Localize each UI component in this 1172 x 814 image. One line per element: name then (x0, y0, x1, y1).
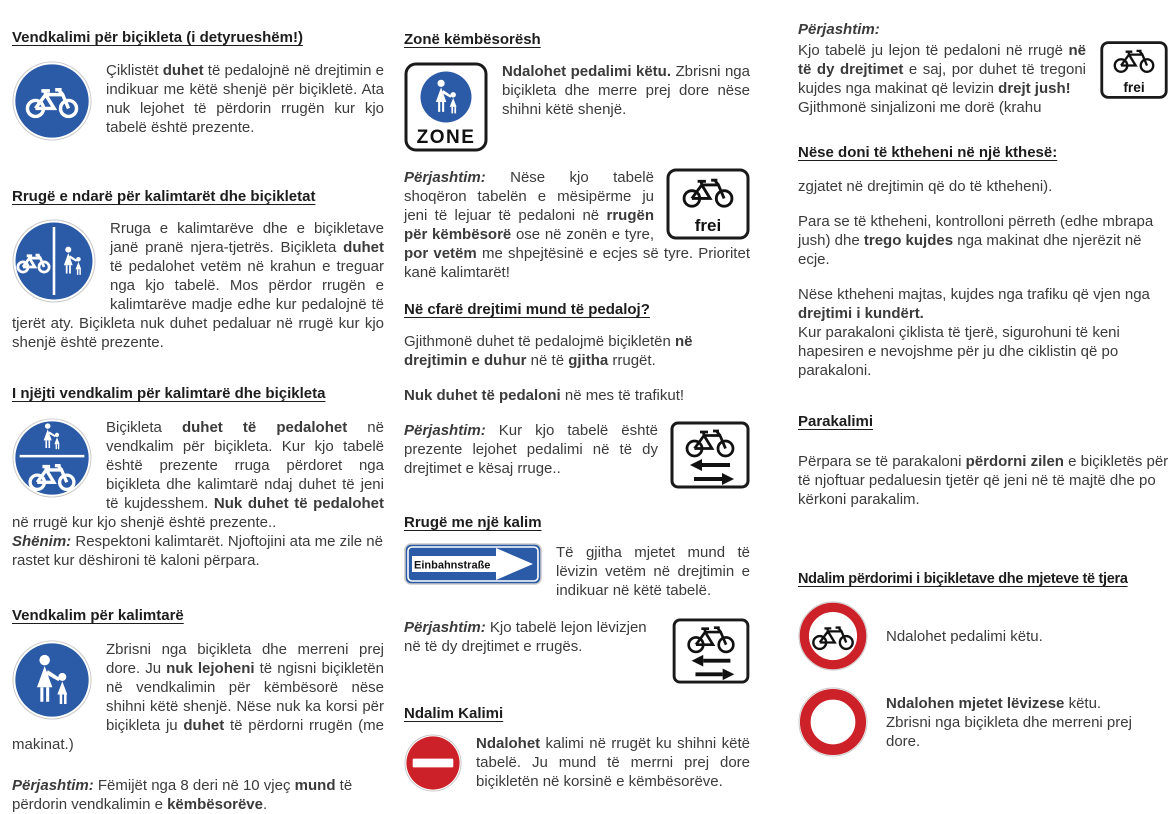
zone-sign-label: ZONE (416, 127, 476, 148)
section-separated-path (12, 219, 384, 352)
exception-continuation: Gjithmonë sinjalizoni me dorë (krahu (798, 99, 1042, 116)
shared-bike-pedestrian-path-sign-icon (12, 418, 92, 498)
pedestrian-path-sign-icon (12, 640, 92, 720)
heading-one-way-street: Rrugë me një kalim (404, 514, 542, 531)
heading-turning: Nëse doni të ktheheni në një kthesë: (798, 144, 1058, 161)
row-text-group (886, 694, 1170, 751)
turning-continuation-paragraph: zgjatet në drejtimin që do të ktheheni). (798, 178, 1053, 195)
heading-separated-path: Rrugë e ndarë për kalimtarët dhe biçikletat (12, 188, 316, 205)
row-text: Zbrisni nga biçikleta dhe merreni prej dore. (886, 713, 1132, 750)
section-pedestrian-path (12, 640, 384, 754)
section-body: Biçikleta duhet të pedalohet në vendkalim për biçikleta. Kur kjo tabelë është prezente rruga përdoret nga biçikleta dhe kalimtarë ndaj duhet të jeni të kujdesshem. Nuk duhet të pedalohet në rrugë kur kjo shenjë është prezente.. (12, 419, 384, 531)
exception-body: Përjashtim: Kur kjo tabelë është prezente lejohet pedalimi në të dy drejtimet e kësaj rruge.. (404, 422, 658, 477)
exception-children-sidewalk: Përjashtim: Fëmijët nga 8 deri në 10 vjeç mund të përdorin vendkalimin e këmbësorëve. (12, 777, 353, 813)
section-body: Rruga e kalimtarëve dhe e biçikletave janë pranë njera-tjetrës. Biçikleta duhet të pedalohet vetëm në krahun e treguar nga kjo tabelë. Mos përdor rrugën e kalimtarëve madje edhe kur pedalojnë të tjerët aty. Biçikleta nuk duhet pedaluar në rrugë kur kjo shenjë është prezente. (12, 220, 384, 351)
one-way-street-sign-icon (404, 543, 542, 585)
left-turn-paragraph: Nëse ktheheni majtas, kujdes nga trafiku që vjen nga drejtimi i kundërt. (798, 286, 1150, 322)
heading-mandatory-bike-path: Vendkalimi për biçikleta (i detyrueshëm!) (12, 29, 303, 46)
section-shared-path (12, 418, 384, 570)
einbahnstrasse-sign-label: Einbahnstraße (414, 559, 491, 572)
no-entry-sign-icon (404, 734, 462, 792)
separated-bike-pedestrian-path-sign-icon (12, 219, 96, 303)
section-body: Ndalohet pedalimi këtu. Zbrisni nga biçikleta dhe merre prej dore nëse shihni këtë shenjë. (502, 63, 750, 118)
no-middle-traffic-paragraph: Nuk duhet të pedaloni në mes të trafikut! (404, 387, 685, 404)
bicycles-allowed-frei-sign-icon (666, 168, 750, 240)
no-vehicles-sign-icon (798, 687, 868, 757)
section-one-way-street (404, 543, 750, 600)
heading-which-direction: Në cfarë drejtimi mund të pedaloj? (404, 301, 650, 318)
bike-both-directions-sign-icon (672, 618, 750, 684)
exception-label: Përjashtim: (798, 21, 880, 38)
heading-no-entry: Ndalim Kalimi (404, 705, 504, 722)
exception-two-way-cycling (404, 421, 750, 493)
row-text: Ndalohen mjetet lëvizese këtu. (886, 694, 1102, 712)
column-left (12, 28, 384, 814)
section-note: Shënim: Respektoni kalimtarët. Njoftojini ata me zile në rastet kur dëshironi të kaloni përpara. (12, 533, 383, 569)
section-body: Ndalohet kalimi në rrugët ku shihni këtë tabelë. Ju mund të merrni prej dore biçikletën në korsinë e këmbësorëve. (476, 735, 750, 790)
row-no-vehicles (798, 687, 1170, 757)
exception-two-way-paragraph (798, 41, 1170, 117)
column-right (798, 20, 1170, 757)
exception-bikes-free-zone (404, 168, 750, 282)
exception-body: Kjo tabelë ju lejon të pedaloni në rrugë në të dy drejtimet e saj, por duhet të tregoni kujdes nga makinat që levizin drejt jush! (798, 42, 1086, 97)
frei-sign-label: frei (1123, 79, 1145, 95)
row-no-cycling (798, 601, 1170, 671)
mandatory-bike-path-sign-icon (12, 61, 92, 141)
heading-pedestrian-path: Vendkalim për kalimtarë (12, 607, 184, 624)
section-mandatory-bike-path (12, 61, 384, 145)
section-body: Çiklistët duhet të pedalojnë në drejtimin e indikuar me këtë shenjë për biçikletë. Ata nuk lejohet të përdorin rrugën kur kjo tabelë është prezente. (106, 62, 384, 136)
overtaking-bell-paragraph: Përpara se të parakaloni përdorni zilen e biçikletës për të njoftuar pedaluesin tjetër që jeni në të majtë dhe po kërkoni parakalim. (798, 453, 1169, 508)
frei-sign-label: frei (694, 216, 722, 235)
heading-pedestrian-zone: Zonë këmbësorësh (404, 31, 541, 48)
section-no-entry (404, 734, 750, 796)
column-middle (404, 30, 750, 796)
row-text: Ndalohet pedalimi këtu. (886, 627, 1043, 645)
bicycles-allowed-frei-sign-icon (1098, 41, 1170, 99)
exception-one-way-both-directions (404, 618, 750, 688)
exception-body: Përjashtim: Kjo tabelë lejon lëvizjen në të dy drejtimet e rrugës. (404, 619, 647, 655)
heading-bikes-prohibited: Ndalim përdorimi i biçikletave dhe mjeteve të tjera (798, 571, 1128, 587)
heading-shared-path: I njëjti vendkalim për kalimtarë dhe biçikleta (12, 385, 326, 402)
bike-both-directions-sign-icon (670, 421, 750, 489)
section-pedestrian-zone (404, 62, 750, 156)
heading-overtaking: Parakalimi (798, 413, 874, 430)
no-bicycles-sign-icon (798, 601, 868, 671)
pedestrian-zone-sign-icon (404, 62, 488, 152)
exception-body: Përjashtim: Nëse kjo tabelë shoqëron tabelën e mësipërme ju jeni të lejuar të pedaloni në rrugën për këmbësorë ose në zonën e tyre, por vetëm me shpejtësinë e ecjes së tyre. Prioritet kanë kalimtarët! (404, 169, 750, 281)
section-body: Zbrisni nga biçikleta dhe merreni prej dore. Ju nuk lejoheni të ngisni biçikletën në vendkalimin për këmbësorë nëse shihni këtë shenjë. Nëse nuk ka korsi për biçikleta ju duhet të përdorni rrugën (me makinat.) (12, 641, 384, 753)
check-around-paragraph: Para se të ktheheni, kontrolloni përreth (edhe mbrapa jush) dhe trego kujdes nga makinat dhe njerëzit në ecje. (798, 213, 1154, 268)
section-body: Të gjitha mjetet mund të lëvizin vetëm në drejtimin e indikuar në këtë tabelë. (556, 544, 750, 599)
direction-rule-paragraph: Gjithmonë duhet të pedalojmë biçikletën në drejtimin e duhur në të gjitha rrugët. (404, 333, 693, 369)
overtaking-space-paragraph: Kur parakaloni çiklista të tjerë, sigurohuni të keni hapesiren e nevojshme për ju dhe ciklistin që po parakaloni. (798, 324, 1120, 379)
